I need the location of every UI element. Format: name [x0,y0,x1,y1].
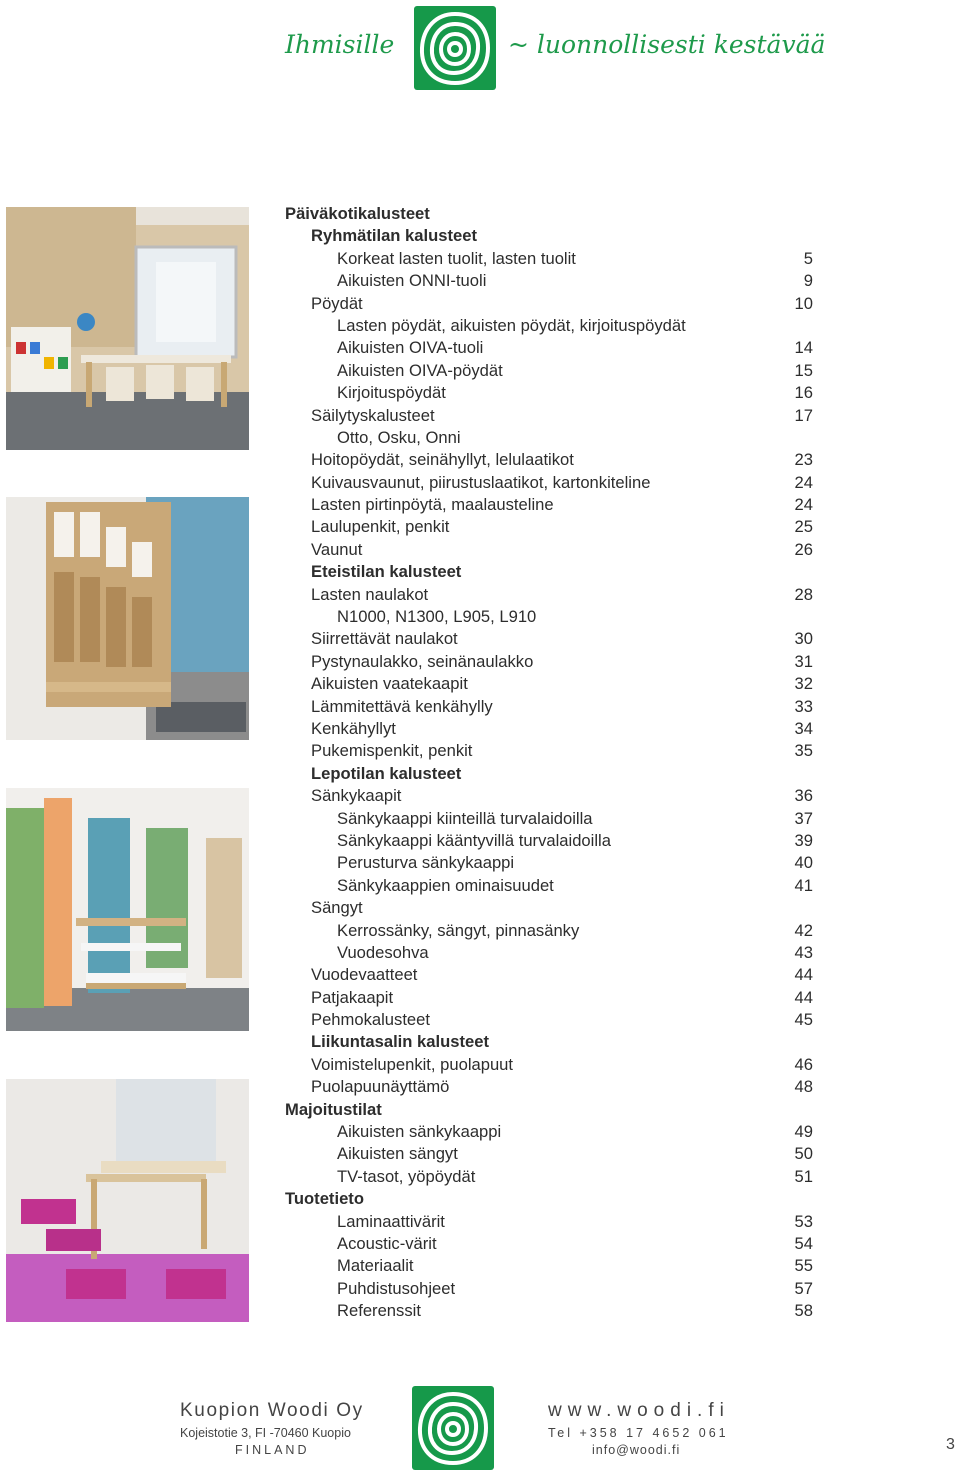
toc-entry [285,248,815,270]
toc-entry-page: 49 [794,1122,813,1142]
header-slogan-left: Ihmisille [285,30,395,59]
toc-entry [285,852,815,874]
toc-entry [285,606,815,628]
toc-entry-title: Lasten naulakot [311,584,429,604]
dining-photo [6,1079,249,1322]
toc-entry-title: Lasten pirtinpöytä, maalausteline [311,495,554,515]
page-number: 3 [946,1436,955,1453]
toc-entry-page: 45 [794,1010,813,1030]
toc-entry [285,1121,815,1143]
hallway-photo [6,497,249,740]
toc-entry [285,405,815,427]
toc-entry-page: 55 [794,1256,813,1276]
toc-entry-title: Referenssit [337,1301,421,1321]
toc-entry-title: Vaunut [311,539,363,559]
toc-entry-title: Sänkykaapit [311,786,402,806]
toc-entry-page: 53 [794,1211,813,1231]
toc-entry-page: 35 [794,741,813,761]
footer-email-link[interactable]: info@woodi.fi [592,1443,681,1457]
toc-entry [285,1143,815,1165]
toc-entry-title: Liikuntasalin kalusteet [311,1032,489,1052]
toc-entry [285,449,815,471]
footer-country: FINLAND [235,1443,310,1457]
toc-entry-page: 28 [794,584,813,604]
toc-entry-page: 58 [794,1301,813,1321]
toc-entry [285,1054,815,1076]
toc-entry-title: Sänkykaappi kiinteillä turvalaidoilla [337,808,593,828]
toc-entry [285,427,815,449]
toc-entry [285,1300,815,1322]
toc-entry-page: 48 [794,1077,813,1097]
toc-entry-title: Pöydät [311,293,363,313]
toc-entry-title: Puhdistusohjeet [337,1278,456,1298]
toc-entry-page: 42 [794,920,813,940]
toc-entry-page: 24 [794,472,813,492]
toc-entry [285,539,815,561]
toc-entry [285,718,815,740]
toc-entry-title: Aikuisten sängyt [337,1144,458,1164]
toc-entry [285,875,815,897]
toc-entry-title: Otto, Osku, Onni [337,427,461,447]
toc-entry [285,808,815,830]
toc-entry-page: 16 [794,383,813,403]
toc-entry-page: 44 [794,965,813,985]
toc-entry-title: Aikuisten vaatekaapit [311,674,468,694]
toc-entry-title: Voimistelupenkit, puolapuut [311,1054,514,1074]
toc-entry-title: Kerrossänky, sängyt, pinnasänky [337,920,580,940]
toc-entry-title: Aikuisten OIVA-tuoli [337,338,484,358]
toc-entry-title: Pukemispenkit, penkit [311,741,473,761]
toc-entry-page: 37 [794,808,813,828]
toc-entry [285,1166,815,1188]
toc-entry-page: 41 [794,875,813,895]
toc-entry [285,472,815,494]
toc-entry-page: 36 [794,786,813,806]
toc-entry-page: 33 [794,696,813,716]
toc-entry [285,360,815,382]
toc-entry-title: Patjakaapit [311,987,394,1007]
toc-entry-title: Lämmitettävä kenkähylly [311,696,493,716]
woodi-logo-icon [414,6,496,90]
toc-entry-page: 30 [794,629,813,649]
toc-entry-page: 9 [803,271,813,291]
toc-entry [285,1031,815,1053]
toc-entry-title: Aikuisten ONNI-tuoli [337,271,487,291]
classroom-photo [6,207,249,450]
toc-entry [285,494,815,516]
toc-entry [285,584,815,606]
toc-entry [285,516,815,538]
toc-entry-title: Ryhmätilan kalusteet [311,226,477,246]
toc-entry [285,1076,815,1098]
toc-entry [285,740,815,762]
toc-entry-page: 10 [794,293,813,313]
toc-entry [285,1211,815,1233]
footer-phone: Tel +358 17 4652 061 [548,1426,729,1440]
toc-entry-page: 24 [794,495,813,515]
toc-entry [285,293,815,315]
toc-entry-title: Laulupenkit, penkit [311,517,450,537]
toc-entry-page: 32 [794,674,813,694]
toc-entry-title: Vuodesohva [337,942,429,962]
toc-entry [285,1233,815,1255]
toc-entry [285,942,815,964]
toc-entry [285,763,815,785]
toc-entry [285,920,815,942]
footer-company-name: Kuopion Woodi Oy [180,1400,364,1421]
toc-entry [285,785,815,807]
toc-entry-page: 40 [794,853,813,873]
toc-entry-title: Tuotetieto [285,1189,364,1209]
toc-entry-page: 39 [794,830,813,850]
toc-entry-page: 14 [794,338,813,358]
toc-entry-title: Siirrettävät naulakot [311,629,458,649]
table-of-contents [285,203,815,1323]
toc-entry-page: 54 [794,1233,813,1253]
toc-entry-page: 25 [794,517,813,537]
toc-entry-title: Korkeat lasten tuolit, lasten tuolit [337,248,576,268]
toc-entry-title: Kirjoituspöydät [337,383,446,403]
toc-entry-page: 51 [794,1166,813,1186]
toc-entry-title: Aikuisten sänkykaappi [337,1122,502,1142]
footer-address: Kojeistotie 3, FI -70460 Kuopio [180,1426,351,1440]
toc-entry-title: Aikuisten OIVA-pöydät [337,360,503,380]
toc-entry-title: Sänkykaappi kääntyvillä turvalaidoilla [337,830,611,850]
toc-entry-title: Kuivausvaunut, piirustuslaatikot, kartonkiteline [311,472,651,492]
toc-entry-title: Lepotilan kalusteet [311,763,462,783]
toc-entry [285,1255,815,1277]
toc-entry-page: 15 [794,360,813,380]
woodi-logo-footer-icon [412,1386,494,1470]
toc-entry-page: 50 [794,1144,813,1164]
toc-entry-page: 26 [794,539,813,559]
rest-room-photo [6,788,249,1031]
toc-entry-title: Päiväkotikalusteet [285,204,430,223]
toc-entry [285,628,815,650]
toc-entry-title: Puolapuunäyttämö [311,1077,450,1097]
toc-entry [285,382,815,404]
toc-entry [285,203,815,225]
toc-entry-title: Laminaattivärit [337,1211,445,1231]
toc-entry-title: Sängyt [311,898,363,918]
toc-entry-title: Lasten pöydät, aikuisten pöydät, kirjoituspöydät [337,315,686,335]
toc-entry [285,270,815,292]
toc-entry [285,561,815,583]
toc-entry-title: Materiaalit [337,1256,414,1276]
toc-entry [285,987,815,1009]
toc-entry-title: Sänkykaappien ominaisuudet [337,875,554,895]
toc-entry-page: 43 [794,942,813,962]
toc-entry-title: N1000, N1300, L905, L910 [337,607,537,627]
toc-entry [285,1278,815,1300]
toc-entry-title: Vuodevaatteet [311,965,418,985]
toc-entry-page: 44 [794,987,813,1007]
toc-entry-title: Hoitopöydät, seinähyllyt, lelulaatikot [311,450,574,470]
toc-entry-title: Pystynaulakko, seinänaulakko [311,651,534,671]
toc-entry-title: Majoitustilat [285,1099,382,1119]
toc-entry-title: Pehmokalusteet [311,1010,430,1030]
toc-entry [285,1009,815,1031]
toc-entry-title: Säilytyskalusteet [311,405,435,425]
toc-entry-title: Eteistilan kalusteet [311,562,462,582]
toc-entry [285,673,815,695]
toc-entry-page: 46 [794,1054,813,1074]
toc-entry-page: 17 [794,405,813,425]
toc-entry-page: 5 [803,248,813,268]
toc-entry [285,696,815,718]
toc-entry-title: TV-tasot, yöpöydät [337,1166,476,1186]
toc-entry-title: Perusturva sänkykaappi [337,853,515,873]
header-slogan-right: ~ luonnollisesti kestävää [508,30,826,59]
toc-entry [285,225,815,247]
toc-entry-title: Acoustic-värit [337,1233,437,1253]
toc-entry-page: 23 [794,450,813,470]
toc-entry [285,337,815,359]
toc-entry [285,830,815,852]
toc-entry-page: 31 [794,651,813,671]
toc-entry [285,1099,815,1121]
toc-entry [285,897,815,919]
toc-entry-page: 34 [794,718,813,738]
footer-website-link[interactable]: www.woodi.fi [548,1400,730,1421]
toc-entry [285,1188,815,1210]
toc-entry-page: 57 [794,1278,813,1298]
toc-entry [285,651,815,673]
toc-entry [285,315,815,337]
toc-entry [285,964,815,986]
toc-entry-title: Kenkähyllyt [311,718,396,738]
